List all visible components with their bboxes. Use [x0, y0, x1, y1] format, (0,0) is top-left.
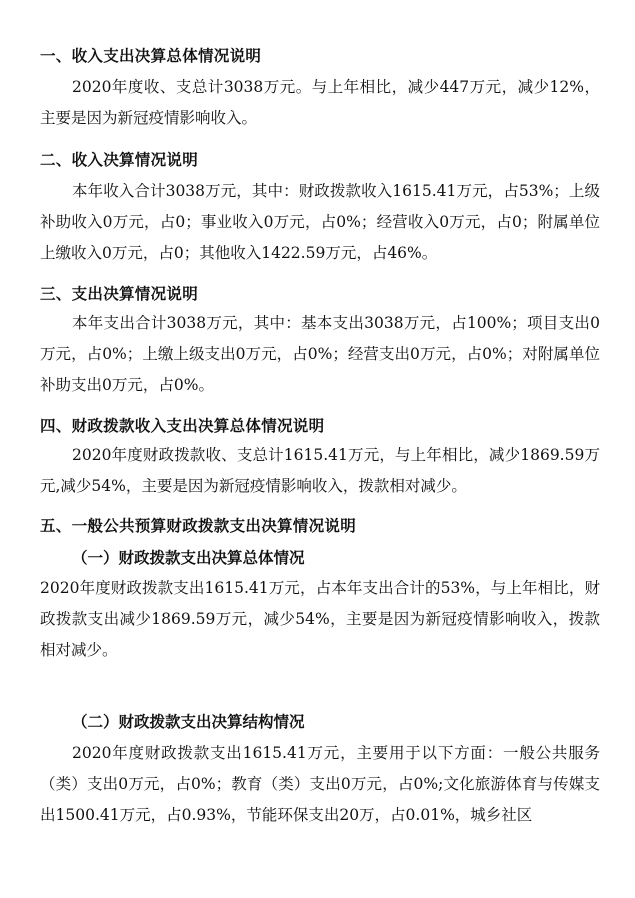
- section-4-body: 2020年度财政拨款收、支总计1615.41万元，与上年相比，减少1869.59万元,减少54%，主要是因为新冠疫情影响收入，拨款相对减少。: [40, 446, 600, 495]
- section-1-heading: 一、收入支出决算总体情况说明: [40, 47, 262, 65]
- section-3-body: 本年支出合计3038万元，其中：基本支出3038万元，占100%；项目支出0万元，占0%；上缴上级支出0万元，占0%；经营支出0万元，占0%；对附属单位补助支出0万元，占0%。: [40, 314, 600, 394]
- section-5-heading: 五、一般公共预算财政拨款支出决算情况说明: [40, 517, 357, 535]
- subsection-1-body: 2020年度财政拨款支出1615.41万元，占本年支出合计的53%，与上年相比，财政拨款支出减少1869.59万元，减少54%，主要是因为新冠疫情影响收入，拨款相对减少。: [40, 579, 600, 659]
- section-4-heading: 四、财政拨款收入支出决算总体情况说明: [40, 417, 325, 435]
- section-3-heading: 三、支出决算情况说明: [40, 285, 199, 303]
- subsection-2-body: 2020年度财政拨款支出1615.41万元，主要用于以下方面：一般公共服务（类）支出0万元，占0%；教育（类）支出0万元，占0%;文化旅游体育与传媒支出1500.41万元，占0.93%，节能环保支出20万，占0.01%，城乡社区: [40, 744, 600, 824]
- section-2-heading: 二、收入决算情况说明: [40, 151, 199, 169]
- section-2-body: 本年收入合计3038万元，其中：财政拨款收入1615.41万元，占53%；上级补助收入0万元，占0；事业收入0万元，占0%；经营收入0万元，占0；附属单位上缴收入0万元，占0；其他收入1422.59万元，占46%。: [40, 182, 600, 262]
- subsection-2-heading: （二）财政拨款支出决算结构情况: [72, 713, 305, 731]
- subsection-1-heading: （一）财政拨款支出决算总体情况: [72, 549, 305, 567]
- section-1-body: 2020年度收、支总计3038万元。与上年相比，减少447万元，减少12%，主要是因为新冠疫情影响收入。: [40, 78, 600, 127]
